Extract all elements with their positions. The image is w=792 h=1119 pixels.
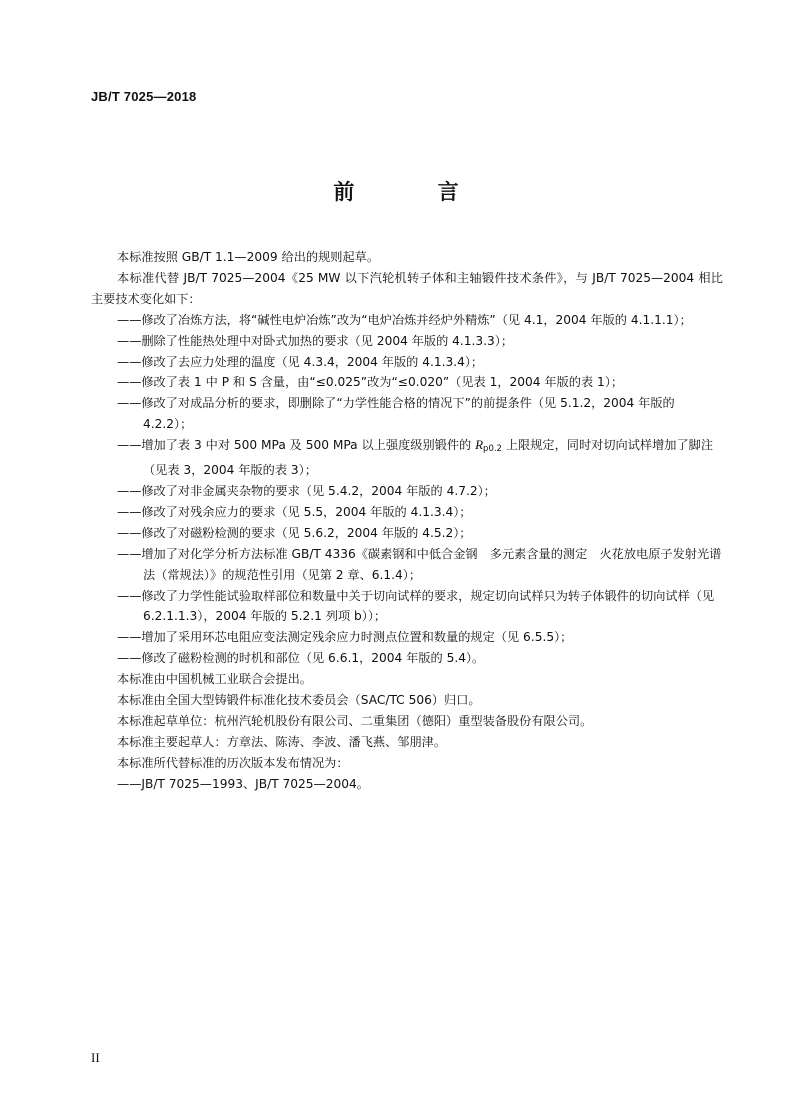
change-item-7: ——修改了对非金属夹杂物的要求（见 5.4.2，2004 年版的 4.7.2）； (117, 483, 496, 498)
paragraph-drafters: 本标准主要起草人：方章法、陈涛、李波、潘飞燕、邹朋津。 (117, 734, 447, 749)
page-title: 前 言 (333, 180, 497, 204)
change-item-6-part-b: 上限规定，同时对切向试样增加了脚注（见表 3，2004 年版的表 3）； (143, 438, 714, 478)
paragraph-history: 本标准所代替标准的历次版本发布情况为： (117, 755, 349, 770)
change-item-9: ——修改了对磁粉检测的要求（见 5.6.2，2004 年版的 4.5.2）； (117, 525, 472, 540)
change-item-8: ——修改了对残余应力的要求（见 5.5，2004 年版的 4.1.3.4）； (117, 504, 472, 519)
paragraph-drafting-rules: 本标准按照 GB/T 1.1—2009 给出的规则起草。 (117, 250, 380, 264)
change-item-12: ——增加了采用环芯电阻应变法测定残余应力时测点位置和数量的规定（见 6.5.5）； (117, 630, 573, 645)
change-item-3: ——修改了去应力处理的温度（见 4.3.4，2004 年版的 4.1.3.4）； (117, 354, 484, 369)
paragraph-drafting-units: 本标准起草单位：杭州汽轮机股份有限公司、二重集团（德阳）重型装备股份有限公司。 (117, 713, 593, 728)
change-item-13: ——修改了磁粉检测的时机和部位（见 6.6.1，2004 年版的 5.4）。 (117, 651, 485, 666)
change-item-6-part-a: ——增加了表 3 中对 500 MPa 及 500 MPa 以上强度级别锻件的 (117, 438, 476, 453)
rp-subscript: p0.2 (483, 444, 502, 455)
page-number: II (91, 1050, 100, 1065)
foreword-body (91, 247, 723, 795)
change-item-10: ——增加了对化学分析方法标准 GB/T 4336《碳素钢和中低合金钢 多元素含量的测定 火花放电原子发射光谱法（常规法）》的规范性引用（见第 2 章、6.1.4）； (117, 546, 722, 582)
paragraph-proposed-by: 本标准由中国机械工业联合会提出。 (117, 672, 312, 687)
rp-symbol: R (475, 437, 484, 453)
change-item-5: ——修改了对成品分析的要求，即删除了“力学性能合格的情况下”的前提条件（见 5.1.2，2004 年版的 4.2.2）； (117, 396, 675, 432)
change-item-2: ——删除了性能热处理中对卧式加热的要求（见 2004 年版的 4.1.3.3）； (117, 333, 514, 348)
change-item-6 (117, 435, 723, 481)
change-item-1: ——修改了冶炼方法，将“碱性电炉冶炼”改为“电炉冶炼并经炉外精炼”（见 4.1，2004 年版的 4.1.1.1）； (117, 312, 692, 327)
paragraph-replaces: 本标准代替 JB/T 7025—2004《25 MW 以下汽轮机转子体和主轴锻件技术条件》，与 JB/T 7025—2004 相比主要技术变化如下： (91, 270, 723, 306)
history-item: ——JB/T 7025—1993、JB/T 7025—2004。 (117, 776, 369, 791)
paragraph-managed-by: 本标准由全国大型铸锻件标准化技术委员会（SAC/TC 506）归口。 (117, 693, 481, 708)
change-item-11: ——修改了力学性能试验取样部位和数量中关于切向试样的要求，规定切向试样只为转子体锻件的切向试样（见 6.2.1.1.3），2004 年版的 5.2.1 列项 b））； (117, 588, 715, 624)
change-item-4: ——修改了表 1 中 P 和 S 含量，由“≤0.025”改为“≤0.020”（见表 1，2004 年版的表 1）； (117, 375, 624, 390)
standard-code: JB/T 7025—2018 (91, 89, 197, 104)
